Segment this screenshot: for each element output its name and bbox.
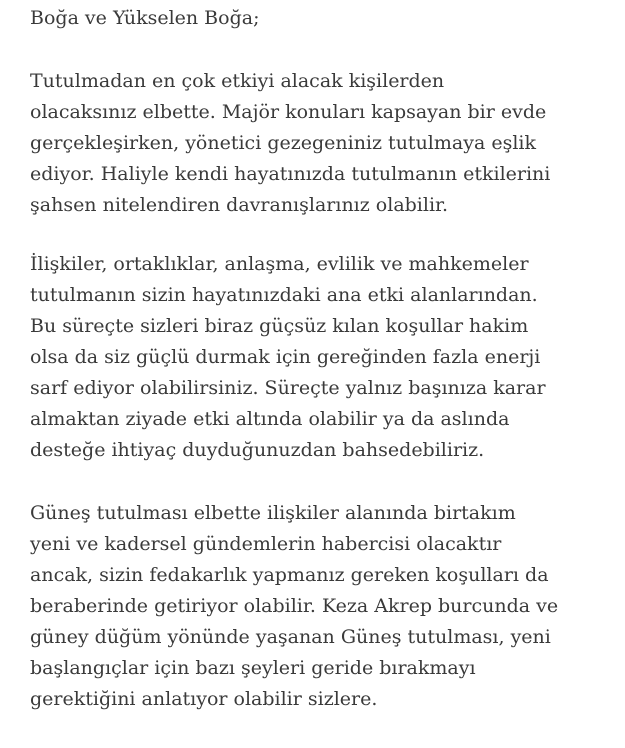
paragraph-line: ediyor. Haliyle kendi hayatınızda tutulmanın etkilerini xyxy=(30,163,551,185)
paragraph-line: gerçekleşirken, yönetici gezegeniniz tutulmaya eşlik xyxy=(30,132,536,154)
paragraph-line: almaktan ziyade etki altında olabilir ya da aslında xyxy=(30,408,510,430)
paragraph-line: ancak, sizin fedakarlık yapmanız gereken koşulları da xyxy=(30,564,549,586)
paragraph-line: desteğe ihtiyaç duyduğunuzdan bahsedebiliriz. xyxy=(30,439,485,461)
paragraph-1 xyxy=(30,66,620,221)
paragraph-line: beraberinde getiriyor olabilir. Keza Akrep burcunda ve xyxy=(30,595,559,617)
paragraph-line: İlişkiler, ortaklıklar, anlaşma, evlilik ve mahkemeler xyxy=(30,253,529,275)
section-heading: Boğa ve Yükselen Boğa; xyxy=(30,7,260,29)
paragraph-line: olacaksınız elbette. Majör konuları kapsayan bir evde xyxy=(30,101,547,123)
paragraph-line: Tutulmadan en çok etkiyi alacak kişilerden xyxy=(30,70,445,92)
paragraph-spacer xyxy=(30,34,620,66)
paragraph-spacer xyxy=(30,466,620,498)
paragraph-line: şahsen nitelendiren davranışlarınız olabilir. xyxy=(30,194,449,216)
paragraph-line: gerektiğini anlatıyor olabilir sizlere. xyxy=(30,688,378,710)
paragraph-line: Bu süreçte sizleri biraz güçsüz kılan koşullar hakim xyxy=(30,315,529,337)
paragraph-line: yeni ve kadersel gündemlerin habercisi olacaktır xyxy=(30,533,502,555)
paragraph-line: güney düğüm yönünde yaşanan Güneş tutulması, yeni xyxy=(30,626,551,648)
paragraph-line: Güneş tutulması elbette ilişkiler alanında birtakım xyxy=(30,502,516,524)
paragraph-2 xyxy=(30,249,620,466)
paragraph-3 xyxy=(30,498,620,715)
article-body xyxy=(30,0,620,715)
paragraph-line: olsa da siz güçlü durmak için gereğinden fazla enerji xyxy=(30,346,541,368)
paragraph-line: sarf ediyor olabilirsiniz. Süreçte yalnız başınıza karar xyxy=(30,377,546,399)
paragraph-spacer xyxy=(30,221,620,249)
paragraph-line: başlangıçlar için bazı şeyleri geride bırakmayı xyxy=(30,657,476,679)
paragraph-line: tutulmanın sizin hayatınızdaki ana etki alanlarından. xyxy=(30,284,538,306)
